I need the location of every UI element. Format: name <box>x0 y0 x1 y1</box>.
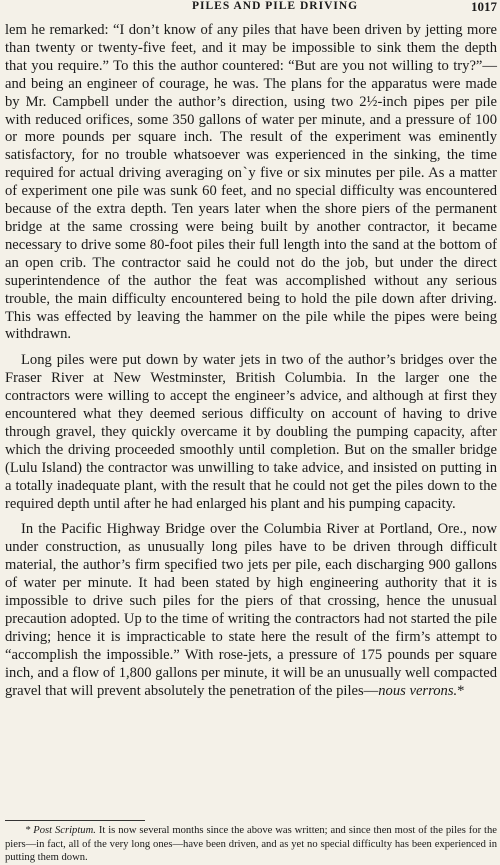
paragraph-1: lem he remarked: “I don’t know of any piles that have been driven by jetting more than twenty or twenty-five feet, and it may be impossible to sink them the depth that you require.” To this the author countered: “But are you not willing to try?”—and being an engineer of courage, he was. The plans for the apparatus were made by Mr. Campbell under the author’s direction, using two 2½-inch pipes per pile with reduced orifices, some 350 gallons of water per minute, and a pressure of 100 or more pounds per square inch. The result of the experiment was eminently satisfactory, for no trouble whatsoever was experienced in the sinking, the time required for actual driving averaging onˋy five or six minutes per pile. As a matter of experiment one pile was sunk 60 feet, and no special difficulty was encountered because of the extra depth. Ten years later when the shore piers of the permanent bridge at the same crossing were being built by another contractor, it became necessary to drive some 80-foot piles their full length into the sand at the bottom of an open crib. The contractor said he could not do the job, but under the direct superintendence of the author the feat was accomplished without any serious trouble, the main difficulty encountered being to hold the pile down after driving. This was effected by leaving the hammer on the pile while the pipes were being withdrawn. <box>5 22 497 343</box>
paragraph-3 <box>5 521 497 700</box>
page-header <box>0 0 500 22</box>
paragraph-3-text: In the Pacific Highway Bridge over the Columbia River at Portland, Ore., now under construction, as unusually long piles have to be driven through difficult material, the author’s firm specified two jets per pile, each discharging 900 gallons of water per minute. It had been stated by high engineering authority that it is impossible to drive such piles for the piers of that crossing, hence the unusual precaution adopted. Up to the time of writing the contractors had not started the pile driving; hence it is impracticable to state here the result of the firm’s attempt to “accomplish the impossible.” With rose-jets, a pressure of 175 pounds per square inch, and a flow of 1,800 gallons per minute, it will be an unusually well compacted gravel that will prevent absolutely the penetration of the piles— <box>5 521 497 699</box>
footnote-text: It is now several months since the above was written; and since then most of the piles for the piers—in fact, all of the very long ones—have been driven, and as yet no special difficulty has been experienced in putting them down. <box>5 825 497 864</box>
page-number: 1017 <box>471 0 497 14</box>
paragraph-2: Long piles were put down by water jets in two of the author’s bridges over the Fraser River at New Westminster, British Columbia. In the larger one the contractors were willing to accept the engineer’s advice, and although at first they encountered what they deemed serious difficulty on account of having to drive through gravel, they quickly overcame it by doubling the pumping capacity, after which the driving proceeded smoothly until completion. But on the smaller bridge (Lulu Island) the contractor was unwilling to take advice, and insisted on putting in a totally inadequate plant, with the result that he could not get the piles down to the required depth until after he had enlarged his plant and his pumping capacity. <box>5 352 497 512</box>
paragraph-3-italic-phrase: nous verrons. <box>378 682 458 699</box>
running-title: PILES AND PILE DRIVING <box>192 0 359 12</box>
footnote-marker: * <box>457 682 465 699</box>
footnote <box>5 824 497 865</box>
body-text <box>5 22 497 701</box>
footnote-rule <box>5 820 145 821</box>
footnote-heading: * Post Scriptum. <box>25 825 96 836</box>
